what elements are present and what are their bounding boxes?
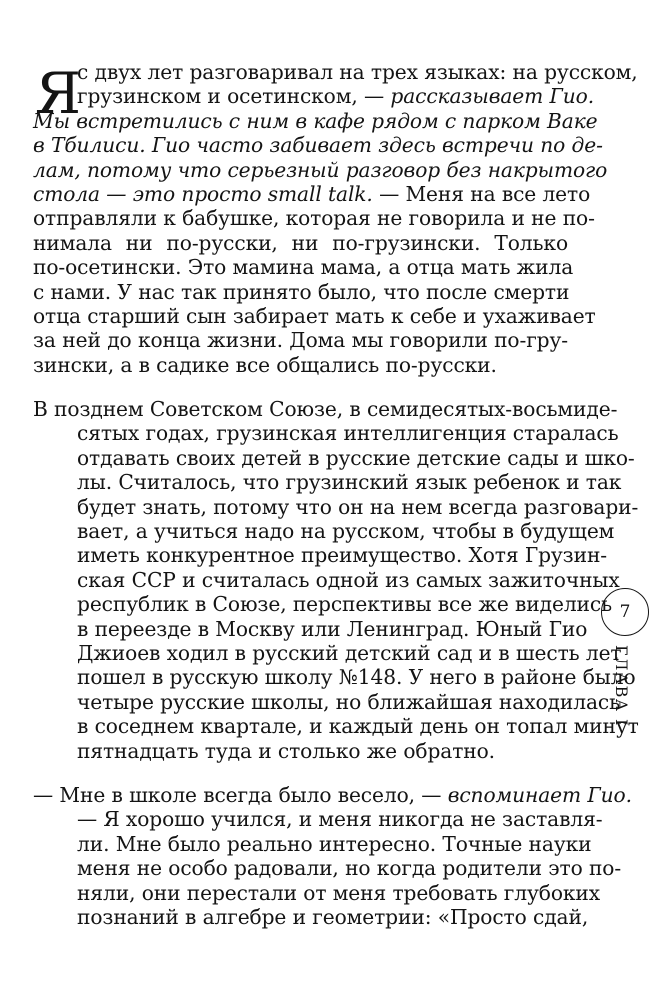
text-line xyxy=(33,255,574,280)
text-line xyxy=(33,616,588,641)
text-line xyxy=(33,494,639,519)
text-line xyxy=(33,231,568,255)
text-run: вает, а учиться надо на русском, чтобы в будущем xyxy=(77,519,615,544)
text-line xyxy=(33,328,568,352)
text-run: иметь конкурентное преимущество. Хотя Грузин- xyxy=(77,543,608,568)
text-line xyxy=(33,856,622,881)
text-run: пошел в русскую школу №148. У него в районе было xyxy=(77,665,636,690)
text-line xyxy=(33,181,591,206)
paragraph xyxy=(33,782,632,929)
text-line xyxy=(33,84,595,109)
italic-text: рассказывает Гио. xyxy=(390,84,595,109)
text-line xyxy=(33,470,622,495)
text-run: отца старший сын забирает мать к себе и ухаживает xyxy=(33,303,596,328)
text-run: отправляли к бабушке, которая не говорила и не по- xyxy=(33,206,595,231)
page-number-badge xyxy=(601,588,649,636)
text-line xyxy=(33,519,615,544)
text-line xyxy=(33,714,639,739)
text-run: сятых годах, грузинская интеллигенция старалась xyxy=(77,421,619,446)
text-run: по-осетински. Это мамина мама, а отца мать жила xyxy=(33,255,574,280)
paragraph xyxy=(33,60,638,377)
italic-text: в Тбилиси. Гио часто забивает здесь встречи по де- xyxy=(33,133,603,158)
text-run: зински, а в садике все общались по-русски. xyxy=(33,352,497,377)
paragraph-gap xyxy=(33,377,568,397)
text-line xyxy=(33,108,598,133)
page-number: 7 xyxy=(619,602,631,622)
text-run: в соседнем квартале, и каждый день он топал минут xyxy=(77,714,639,739)
text-run: — Я хорошо учился, и меня никогда не заставля- xyxy=(77,807,603,832)
text-line xyxy=(33,353,568,377)
text-run: пятнадцать туда и столько же обратно. xyxy=(77,738,496,763)
text-run: республик в Союзе, перспективы все же виделись xyxy=(77,592,612,617)
italic-text: стола — это просто small talk. xyxy=(33,181,373,206)
text-line xyxy=(33,60,638,84)
text-run: четыре русские школы, но ближайшая находилась xyxy=(77,689,620,714)
text-line xyxy=(33,640,622,665)
text-run: нимала ни по-русски, ни по-грузински. Только xyxy=(33,230,568,255)
text-run: с нами. У нас так принято было, что после смерти xyxy=(33,279,570,304)
text-line xyxy=(33,280,568,304)
text-run: в переезде в Москву или Ленинград. Юный Гио xyxy=(77,616,588,641)
text-line xyxy=(33,880,601,905)
text-run: с двух лет разговаривал на трех языках: на русском, xyxy=(77,60,638,84)
italic-text: вспоминает Гио. xyxy=(447,782,632,807)
text-line xyxy=(33,831,592,856)
chapter-label: ГЛАВА I xyxy=(612,645,631,727)
italic-text: Мы встретились с ним в кафе рядом с парком Ваке xyxy=(33,108,598,133)
text-line xyxy=(33,904,589,929)
text-line xyxy=(33,782,632,807)
text-line xyxy=(33,739,568,763)
text-line xyxy=(33,303,596,328)
text-line xyxy=(33,157,608,182)
text-run: познаний в алгебре и геометрии: «Просто сдай, xyxy=(77,904,589,929)
paragraph-gap xyxy=(33,763,568,783)
italic-text: лам, потому что серьезный разговор без накрытого xyxy=(33,157,608,182)
text-run: ли. Мне было реально интересно. Точные науки xyxy=(77,831,592,856)
text-line xyxy=(33,133,603,158)
text-run: Джиоев ходил в русский детский сад и в шесть лет xyxy=(77,640,622,665)
text-line xyxy=(33,665,636,690)
text-line xyxy=(33,592,612,617)
text-run: будет знать, потому что он на нем всегда разговари- xyxy=(77,494,639,519)
text-line xyxy=(33,543,608,568)
text-run: ская ССР и считалась одной из самых зажиточных xyxy=(77,567,620,592)
text-run: няли, они перестали от меня требовать глубоких xyxy=(77,880,601,905)
drop-cap: Я xyxy=(35,61,82,127)
text-line xyxy=(33,567,620,592)
text-line xyxy=(33,421,619,446)
text-run: — Мне в школе всегда было весело, — xyxy=(33,782,448,807)
text-run: В позднем Советском Союзе, в семидесятых-восьмиде- xyxy=(33,397,618,422)
text-run: — Меня на все лето xyxy=(372,181,591,206)
text-line xyxy=(33,206,595,231)
text-line xyxy=(33,397,618,422)
text-run: отдавать своих детей в русские детские сады и шко- xyxy=(77,445,635,470)
text-line xyxy=(33,445,635,470)
text-run: меня не особо радовали, но когда родители это по- xyxy=(77,856,622,881)
text-line xyxy=(33,689,620,714)
text-run: лы. Считалось, что грузинский язык ребенок и так xyxy=(77,470,622,495)
text-run: за ней до конца жизни. Дома мы говорили по-гру- xyxy=(33,328,568,353)
text-line xyxy=(33,807,603,832)
text-run: грузинском и осетинском, — xyxy=(77,84,391,109)
